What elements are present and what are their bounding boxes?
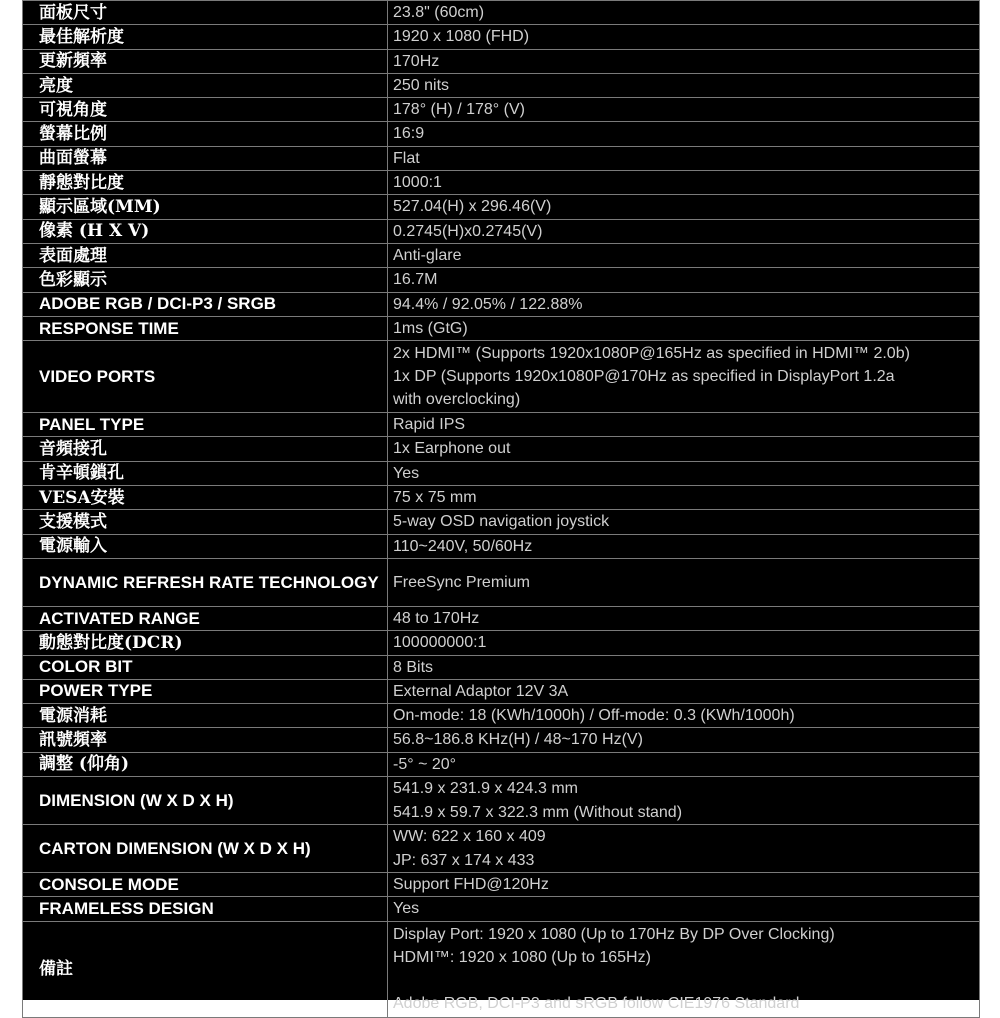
spec-value bbox=[388, 777, 980, 825]
spec-value: -5° ~ 20° bbox=[388, 752, 980, 776]
spec-row bbox=[23, 752, 980, 776]
spec-value: 16.7M bbox=[388, 268, 980, 292]
spec-value-line: 1x DP (Supports 1920x1080P@170Hz as specified in DisplayPort 1.2a bbox=[393, 368, 895, 385]
spec-row bbox=[23, 679, 980, 703]
spec-value-line: 2x HDMI™ (Supports 1920x1080P@165Hz as specified in HDMI™ 2.0b) bbox=[393, 344, 910, 362]
spec-value: 48 to 170Hz bbox=[388, 606, 980, 630]
spec-row bbox=[23, 461, 980, 485]
spec-value-line: HDMI™: 1920 x 1080 (Up to 165Hz) bbox=[393, 948, 651, 966]
spec-label: 靜態對比度 bbox=[23, 171, 388, 195]
spec-label: 面板尺寸 bbox=[23, 1, 388, 25]
spec-value: 94.4% / 92.05% / 122.88% bbox=[388, 292, 980, 316]
spec-row bbox=[23, 341, 980, 413]
spec-row bbox=[23, 655, 980, 679]
spec-row bbox=[23, 49, 980, 73]
spec-table bbox=[22, 0, 980, 1018]
spec-label: POWER TYPE bbox=[23, 679, 388, 703]
spec-label: 螢幕比例 bbox=[23, 122, 388, 146]
spec-row bbox=[23, 510, 980, 534]
spec-row bbox=[23, 25, 980, 49]
spec-label: ADOBE RGB / DCI-P3 / SRGB bbox=[23, 292, 388, 316]
spec-value: 16:9 bbox=[388, 122, 980, 146]
spec-value-line: with overclocking) bbox=[393, 391, 521, 409]
spec-label: 曲面螢幕 bbox=[23, 146, 388, 170]
spec-value bbox=[388, 341, 980, 413]
spec-value-line: Display Port: 1920 x 1080 (Up to 170Hz By DP Over Clocking) bbox=[393, 925, 835, 943]
spec-row bbox=[23, 292, 980, 316]
spec-label: 音頻接孔 bbox=[23, 437, 388, 461]
spec-row bbox=[23, 171, 980, 195]
spec-label: 顯示區域(MM) bbox=[23, 195, 388, 219]
spec-row bbox=[23, 122, 980, 146]
spec-value-line: 541.9 x 59.7 x 322.3 mm (Without stand) bbox=[393, 803, 683, 821]
spec-value-line: Adobe RGB, DCI-P3 and sRGB follow CIE1976 Standard bbox=[393, 995, 800, 1013]
spec-row bbox=[23, 534, 980, 558]
spec-value bbox=[388, 825, 980, 873]
spec-value: Anti-glare bbox=[388, 243, 980, 267]
spec-label: 表面處理 bbox=[23, 243, 388, 267]
spec-row bbox=[23, 1, 980, 25]
spec-value: 250 nits bbox=[388, 73, 980, 97]
spec-value: 1ms (GtG) bbox=[388, 316, 980, 340]
spec-row bbox=[23, 558, 980, 606]
spec-value: 23.8" (60cm) bbox=[388, 1, 980, 25]
spec-value-line: 541.9 x 231.9 x 424.3 mm bbox=[393, 780, 578, 798]
spec-row bbox=[23, 219, 980, 243]
spec-row bbox=[23, 146, 980, 170]
spec-label: 更新頻率 bbox=[23, 49, 388, 73]
spec-row bbox=[23, 486, 980, 510]
spec-row bbox=[23, 873, 980, 897]
spec-value: 5-way OSD navigation joystick bbox=[388, 510, 980, 534]
spec-value: 170Hz bbox=[388, 49, 980, 73]
spec-value bbox=[388, 921, 980, 1017]
spec-label: 色彩顯示 bbox=[23, 268, 388, 292]
spec-value: On-mode: 18 (KWh/1000h) / Off-mode: 0.3 (KWh/1000h) bbox=[388, 704, 980, 728]
spec-row bbox=[23, 243, 980, 267]
spec-value: 100000000:1 bbox=[388, 631, 980, 655]
spec-label: CARTON DIMENSION (W X D X H) bbox=[23, 825, 388, 873]
spec-label: 調整 (仰角) bbox=[23, 752, 388, 776]
spec-label: PANEL TYPE bbox=[23, 413, 388, 437]
spec-row bbox=[23, 268, 980, 292]
spec-label: 動態對比度(DCR) bbox=[23, 631, 388, 655]
spec-label: VIDEO PORTS bbox=[23, 341, 388, 413]
spec-value: Yes bbox=[388, 461, 980, 485]
spec-row bbox=[23, 704, 980, 728]
spec-label: VESA安裝 bbox=[23, 486, 388, 510]
spec-label: 亮度 bbox=[23, 73, 388, 97]
spec-value: 75 x 75 mm bbox=[388, 486, 980, 510]
spec-row bbox=[23, 316, 980, 340]
spec-label: DIMENSION (W X D X H) bbox=[23, 777, 388, 825]
spec-label: FRAMELESS DESIGN bbox=[23, 897, 388, 921]
spec-row bbox=[23, 437, 980, 461]
spec-value: Rapid IPS bbox=[388, 413, 980, 437]
spec-row bbox=[23, 606, 980, 630]
spec-label: CONSOLE MODE bbox=[23, 873, 388, 897]
spec-value-line: JP: 637 x 174 x 433 bbox=[393, 851, 535, 869]
spec-label: 像素 (H X V) bbox=[23, 219, 388, 243]
spec-value: Support FHD@120Hz bbox=[388, 873, 980, 897]
spec-row bbox=[23, 897, 980, 921]
spec-value: 110~240V, 50/60Hz bbox=[388, 534, 980, 558]
spec-row bbox=[23, 413, 980, 437]
spec-label: ACTIVATED RANGE bbox=[23, 606, 388, 630]
spec-row bbox=[23, 921, 980, 1017]
spec-label: 肯辛頓鎖孔 bbox=[23, 461, 388, 485]
spec-row bbox=[23, 73, 980, 97]
spec-row bbox=[23, 98, 980, 122]
spec-value: FreeSync Premium bbox=[388, 558, 980, 606]
spec-label: 訊號頻率 bbox=[23, 728, 388, 752]
spec-label: 支援模式 bbox=[23, 510, 388, 534]
spec-value: 527.04(H) x 296.46(V) bbox=[388, 195, 980, 219]
spec-label: 最佳解析度 bbox=[23, 25, 388, 49]
spec-row bbox=[23, 777, 980, 825]
spec-row bbox=[23, 631, 980, 655]
spec-value: 1920 x 1080 (FHD) bbox=[388, 25, 980, 49]
spec-value: 8 Bits bbox=[388, 655, 980, 679]
spec-row bbox=[23, 728, 980, 752]
spec-label: DYNAMIC REFRESH RATE TECHNOLOGY bbox=[23, 558, 388, 606]
spec-label: 備註 bbox=[23, 921, 388, 1017]
spec-value: 0.2745(H)x0.2745(V) bbox=[388, 219, 980, 243]
spec-value-line bbox=[393, 969, 979, 992]
spec-value-line: WW: 622 x 160 x 409 bbox=[393, 828, 546, 846]
spec-value: 1x Earphone out bbox=[388, 437, 980, 461]
spec-label: RESPONSE TIME bbox=[23, 316, 388, 340]
spec-label: 可視角度 bbox=[23, 98, 388, 122]
spec-value: 56.8~186.8 KHz(H) / 48~170 Hz(V) bbox=[388, 728, 980, 752]
spec-label: 電源消耗 bbox=[23, 704, 388, 728]
spec-label: 電源輸入 bbox=[23, 534, 388, 558]
spec-row bbox=[23, 195, 980, 219]
spec-value: Yes bbox=[388, 897, 980, 921]
spec-value: 178° (H) / 178° (V) bbox=[388, 98, 980, 122]
spec-sheet bbox=[22, 0, 980, 1013]
spec-value: Flat bbox=[388, 146, 980, 170]
spec-label: COLOR BIT bbox=[23, 655, 388, 679]
spec-value: External Adaptor 12V 3A bbox=[388, 679, 980, 703]
spec-row bbox=[23, 825, 980, 873]
spec-value: 1000:1 bbox=[388, 171, 980, 195]
